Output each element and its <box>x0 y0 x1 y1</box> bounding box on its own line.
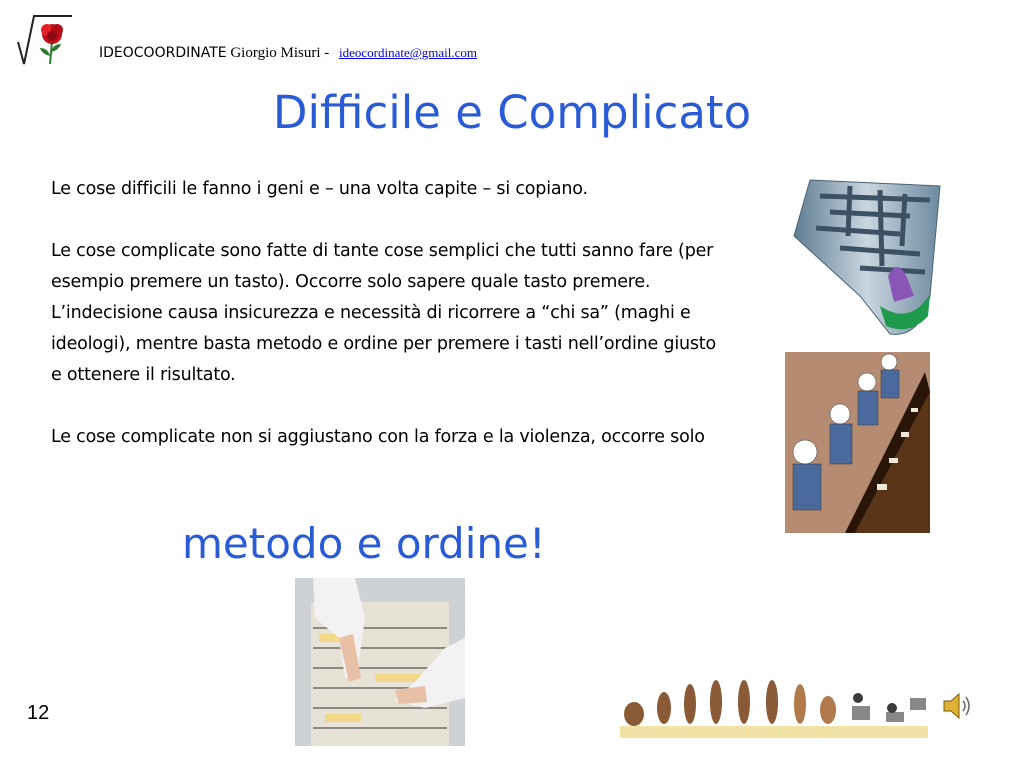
slide-title: Difficile e Complicato <box>272 86 752 139</box>
header-line <box>99 45 477 62</box>
emphasis-text: metodo e ordine! <box>182 519 546 568</box>
email-link[interactable]: ideocordinate@gmail.com <box>339 45 477 60</box>
maze-illustration <box>790 176 942 338</box>
evolution-illustration <box>620 672 928 738</box>
body-text <box>51 174 731 484</box>
speaker-icon[interactable] <box>938 688 974 724</box>
filing-drawer-illustration <box>295 578 465 746</box>
rose-logo-icon <box>14 12 76 70</box>
header-brand: IDEOCOORDINATE <box>99 45 227 61</box>
assembly-line-illustration <box>785 352 930 533</box>
page-number: 12 <box>27 702 50 724</box>
paragraph-3: Le cose complicate non si aggiustano con la forza e la violenza, occorre solo <box>51 427 705 447</box>
header-author: Giorgio Misuri - <box>226 45 333 61</box>
paragraph-1: Le cose difficili le fanno i geni e – una volta capite – si copiano. <box>51 179 588 199</box>
paragraph-2: Le cose complicate sono fatte di tante cose semplici che tutti sanno fare (per esempio premere un tasto). Occorre solo sapere quale tasto premere. L’indecisione causa insicurezza e necessità di ricorrere a “chi sa” (maghi e ideologi), mentre basta metodo e ordine per premere i tasti nell’ordine giusto e ottenere il risultato. <box>51 241 716 385</box>
